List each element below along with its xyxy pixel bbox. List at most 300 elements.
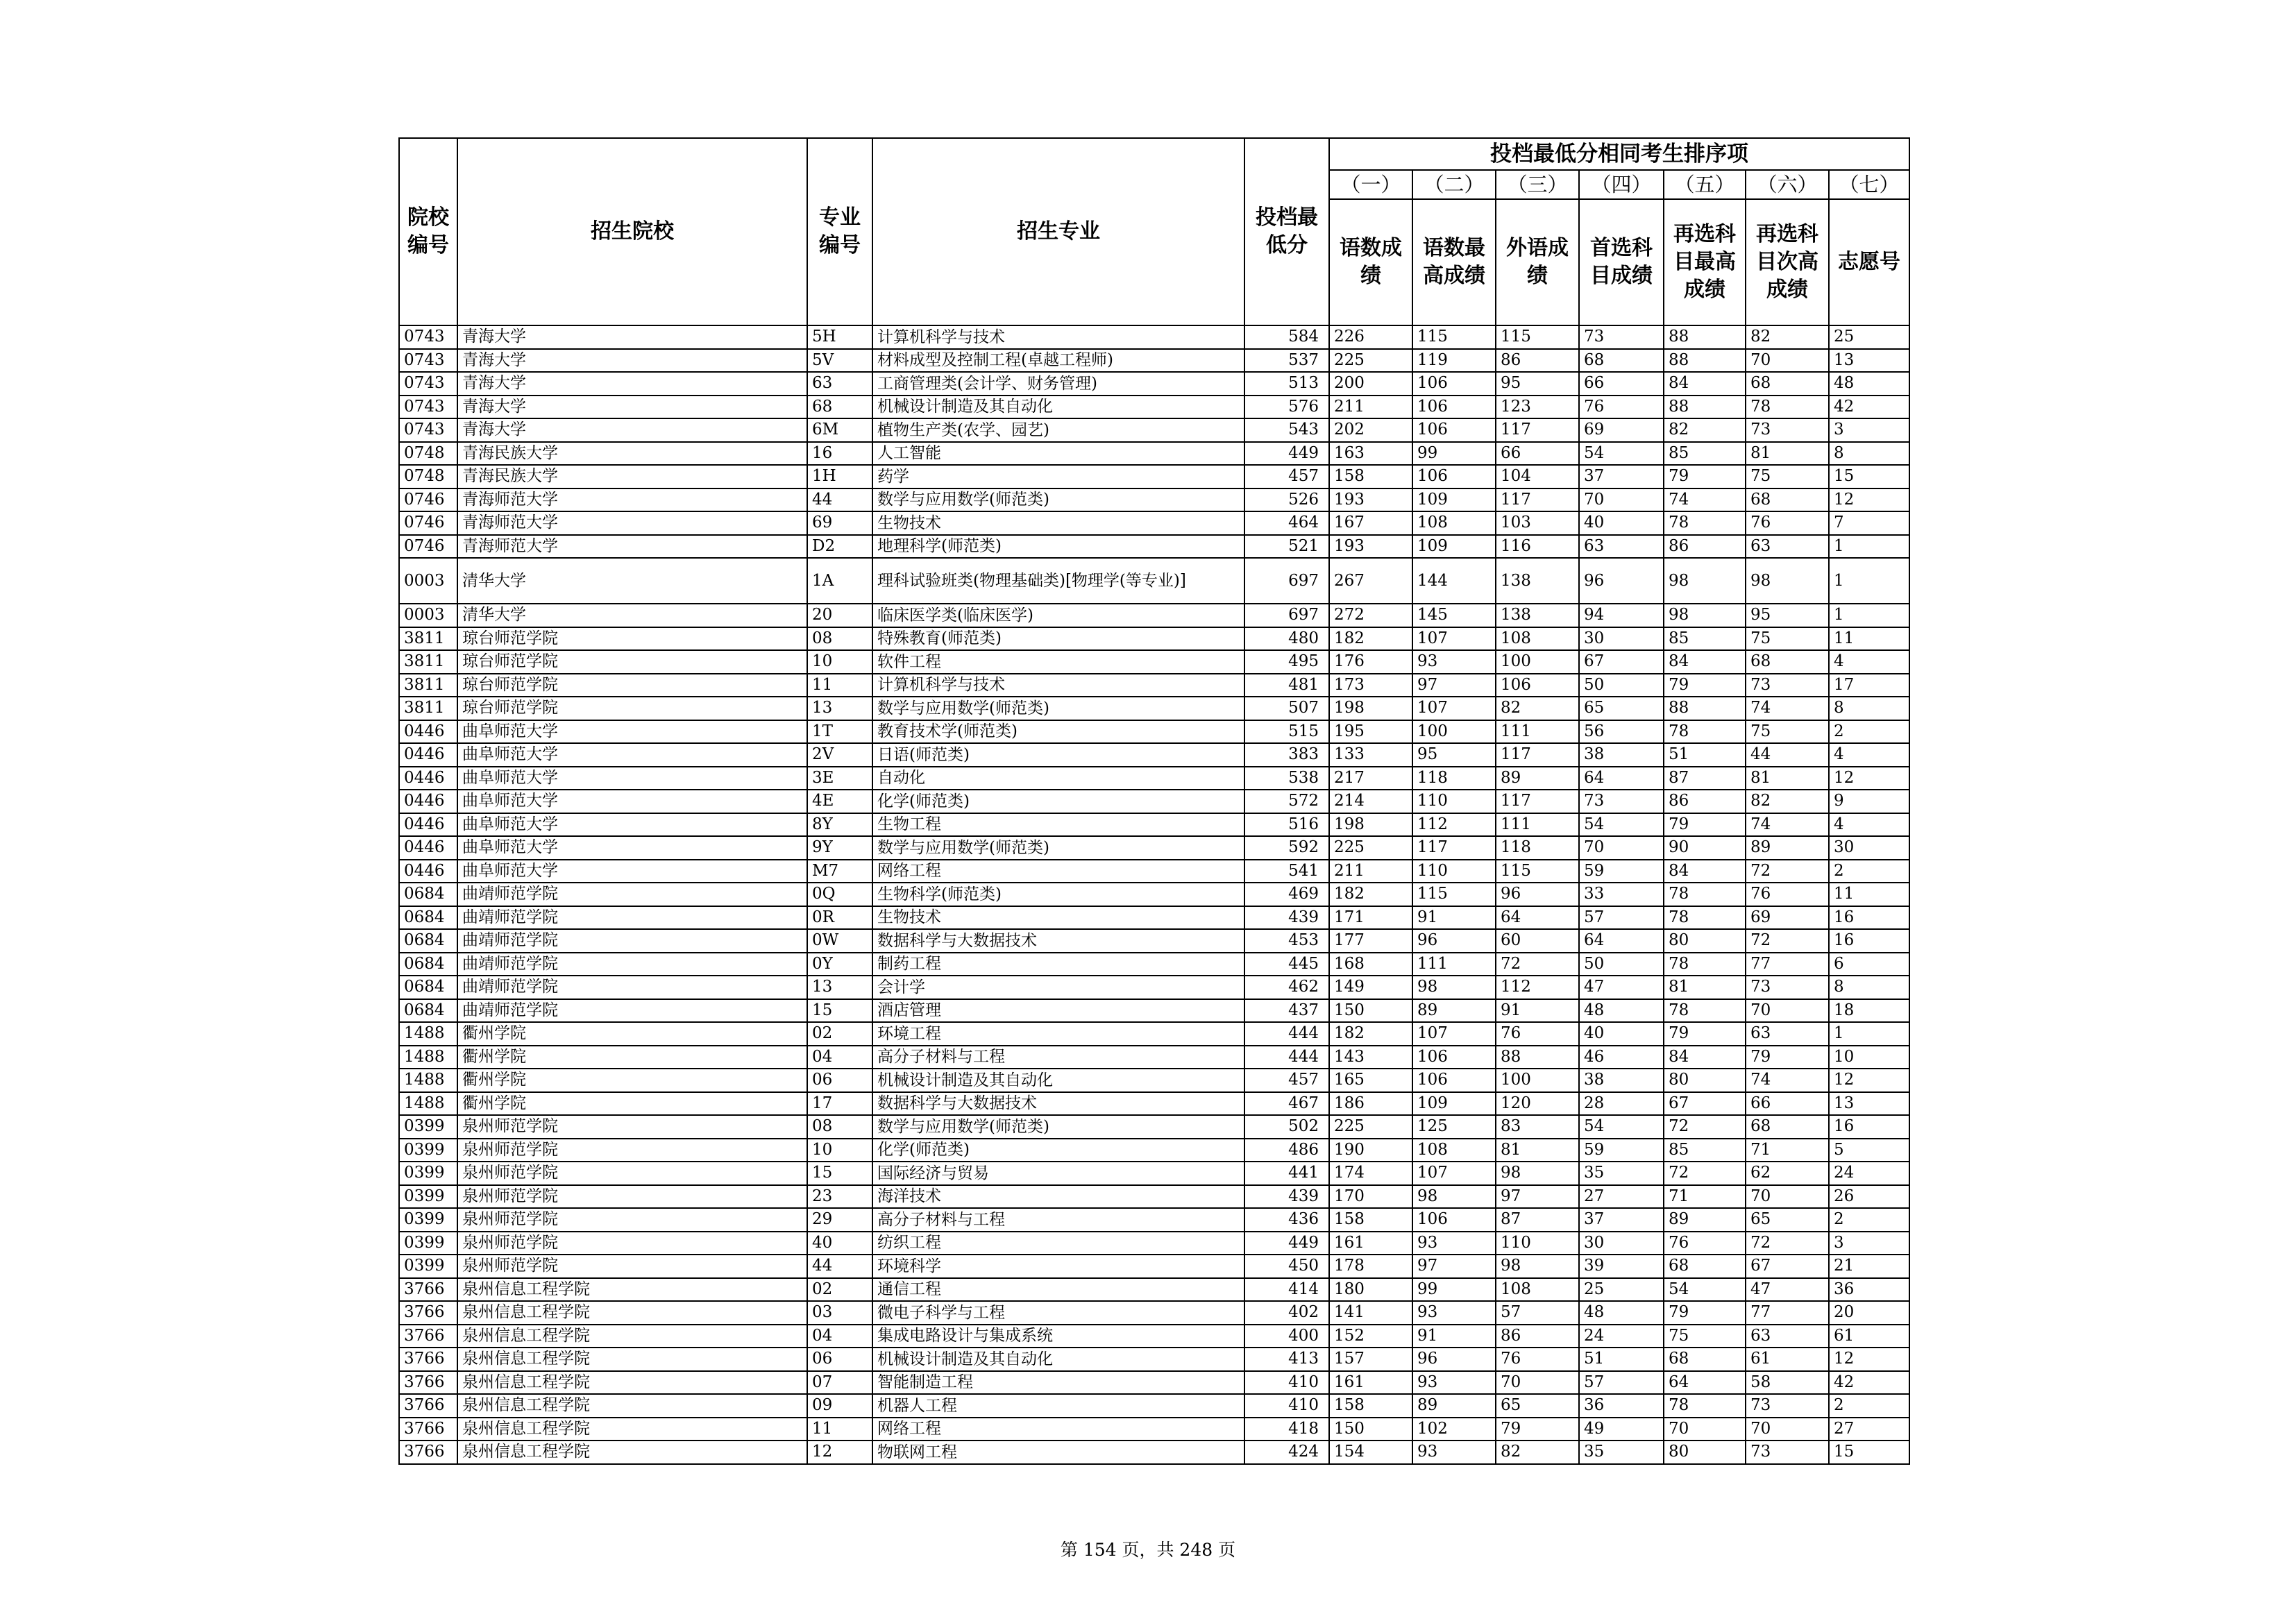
tiebreak-1-cell: 186 <box>1329 1092 1412 1116</box>
tiebreak-5-cell: 80 <box>1664 929 1746 953</box>
table-row <box>399 1232 1909 1255</box>
school-code-cell: 3766 <box>399 1301 457 1325</box>
tiebreak-1-cell: 141 <box>1329 1301 1412 1325</box>
school-code-cell: 0399 <box>399 1208 457 1232</box>
min-score-cell: 507 <box>1244 697 1329 720</box>
tiebreak-7-cell: 25 <box>1829 325 1909 349</box>
tiebreak-1-cell: 177 <box>1329 929 1412 953</box>
tiebreak-6-cell: 58 <box>1746 1371 1829 1395</box>
tiebreak-7-cell: 3 <box>1829 1232 1909 1255</box>
tiebreak-3-cell: 83 <box>1496 1115 1579 1139</box>
major-code-cell: 08 <box>807 1115 872 1139</box>
tiebreak-2-cell: 145 <box>1412 604 1496 627</box>
tiebreak-7-cell: 7 <box>1829 511 1909 535</box>
tiebreak-6-cell: 76 <box>1746 883 1829 906</box>
tiebreak-3-cell: 115 <box>1496 860 1579 883</box>
tiebreak-4-cell: 64 <box>1579 929 1664 953</box>
tiebreak-6-cell: 79 <box>1746 1046 1829 1069</box>
tiebreak-6-cell: 75 <box>1746 627 1829 651</box>
school-code-cell: 3811 <box>399 650 457 674</box>
tiebreak-3-cell: 64 <box>1496 906 1579 930</box>
major-name-cell: 生物技术 <box>872 511 1244 535</box>
tiebreak-1-cell: 157 <box>1329 1348 1412 1371</box>
tiebreak-3-cell: 110 <box>1496 1232 1579 1255</box>
tiebreak-7-cell: 12 <box>1829 488 1909 512</box>
major-code-cell: 02 <box>807 1022 872 1046</box>
tiebreak-2-cell: 98 <box>1412 976 1496 999</box>
table-row <box>399 976 1909 999</box>
header-tiebreak-item: 再选科目次高成绩 <box>1746 199 1829 325</box>
school-code-cell: 0399 <box>399 1139 457 1162</box>
tiebreak-4-cell: 65 <box>1579 697 1664 720</box>
tiebreak-5-cell: 81 <box>1664 976 1746 999</box>
major-name-cell: 植物生产类(农学、园艺) <box>872 418 1244 442</box>
tiebreak-2-cell: 107 <box>1412 627 1496 651</box>
tiebreak-3-cell: 117 <box>1496 418 1579 442</box>
tiebreak-6-cell: 68 <box>1746 488 1829 512</box>
table-header <box>399 138 1909 325</box>
tiebreak-3-cell: 72 <box>1496 953 1579 976</box>
tiebreak-5-cell: 75 <box>1664 1325 1746 1348</box>
tiebreak-4-cell: 63 <box>1579 535 1664 559</box>
tiebreak-7-cell: 10 <box>1829 1046 1909 1069</box>
header-min-score: 投档最低分 <box>1244 138 1329 325</box>
tiebreak-6-cell: 61 <box>1746 1348 1829 1371</box>
tiebreak-2-cell: 108 <box>1412 511 1496 535</box>
major-code-cell: 11 <box>807 674 872 697</box>
tiebreak-1-cell: 174 <box>1329 1162 1412 1185</box>
school-name-cell: 青海师范大学 <box>457 511 807 535</box>
tiebreak-1-cell: 225 <box>1329 1115 1412 1139</box>
major-code-cell: 6M <box>807 418 872 442</box>
tiebreak-2-cell: 107 <box>1412 697 1496 720</box>
school-name-cell: 曲阜师范大学 <box>457 720 807 744</box>
min-score-cell: 538 <box>1244 767 1329 790</box>
tiebreak-6-cell: 75 <box>1746 465 1829 488</box>
school-code-cell: 3811 <box>399 674 457 697</box>
table-row <box>399 396 1909 419</box>
major-name-cell: 化学(师范类) <box>872 1139 1244 1162</box>
min-score-cell: 439 <box>1244 906 1329 930</box>
tiebreak-4-cell: 59 <box>1579 860 1664 883</box>
tiebreak-2-cell: 112 <box>1412 813 1496 837</box>
tiebreak-1-cell: 173 <box>1329 674 1412 697</box>
tiebreak-5-cell: 86 <box>1664 535 1746 559</box>
school-name-cell: 曲阜师范大学 <box>457 767 807 790</box>
school-code-cell: 3766 <box>399 1441 457 1464</box>
table-row <box>399 813 1909 837</box>
table-row <box>399 1441 1909 1464</box>
tiebreak-1-cell: 272 <box>1329 604 1412 627</box>
tiebreak-3-cell: 76 <box>1496 1022 1579 1046</box>
tiebreak-3-cell: 118 <box>1496 836 1579 860</box>
tiebreak-7-cell: 1 <box>1829 604 1909 627</box>
tiebreak-6-cell: 73 <box>1746 418 1829 442</box>
major-name-cell: 计算机科学与技术 <box>872 325 1244 349</box>
school-name-cell: 曲阜师范大学 <box>457 813 807 837</box>
major-code-cell: 5H <box>807 325 872 349</box>
tiebreak-6-cell: 81 <box>1746 442 1829 466</box>
major-code-cell: 23 <box>807 1185 872 1209</box>
major-name-cell: 数学与应用数学(师范类) <box>872 697 1244 720</box>
header-tiebreak-num: （六） <box>1746 170 1829 199</box>
tiebreak-4-cell: 96 <box>1579 558 1664 604</box>
tiebreak-5-cell: 85 <box>1664 442 1746 466</box>
tiebreak-1-cell: 226 <box>1329 325 1412 349</box>
major-code-cell: 03 <box>807 1301 872 1325</box>
tiebreak-6-cell: 73 <box>1746 976 1829 999</box>
tiebreak-4-cell: 70 <box>1579 836 1664 860</box>
school-code-cell: 0003 <box>399 604 457 627</box>
school-code-cell: 3766 <box>399 1394 457 1418</box>
school-code-cell: 0748 <box>399 442 457 466</box>
major-name-cell: 数学与应用数学(师范类) <box>872 1115 1244 1139</box>
tiebreak-5-cell: 67 <box>1664 1092 1746 1116</box>
min-score-cell: 543 <box>1244 418 1329 442</box>
school-code-cell: 0743 <box>399 418 457 442</box>
major-code-cell: 13 <box>807 697 872 720</box>
header-tiebreak-num: （三） <box>1496 170 1579 199</box>
school-name-cell: 泉州师范学院 <box>457 1208 807 1232</box>
table-row <box>399 906 1909 930</box>
tiebreak-2-cell: 111 <box>1412 953 1496 976</box>
tiebreak-7-cell: 26 <box>1829 1185 1909 1209</box>
school-code-cell: 0446 <box>399 743 457 767</box>
tiebreak-5-cell: 68 <box>1664 1255 1746 1278</box>
tiebreak-6-cell: 44 <box>1746 743 1829 767</box>
tiebreak-1-cell: 161 <box>1329 1371 1412 1395</box>
major-code-cell: 11 <box>807 1418 872 1441</box>
tiebreak-4-cell: 70 <box>1579 488 1664 512</box>
major-name-cell: 临床医学类(临床医学) <box>872 604 1244 627</box>
tiebreak-7-cell: 48 <box>1829 372 1909 396</box>
major-name-cell: 纺织工程 <box>872 1232 1244 1255</box>
tiebreak-2-cell: 99 <box>1412 442 1496 466</box>
major-name-cell: 化学(师范类) <box>872 790 1244 813</box>
tiebreak-6-cell: 70 <box>1746 999 1829 1023</box>
tiebreak-4-cell: 54 <box>1579 442 1664 466</box>
major-name-cell: 环境工程 <box>872 1022 1244 1046</box>
major-code-cell: 1T <box>807 720 872 744</box>
table-row <box>399 349 1909 373</box>
tiebreak-1-cell: 143 <box>1329 1046 1412 1069</box>
tiebreak-5-cell: 78 <box>1664 1394 1746 1418</box>
major-code-cell: D2 <box>807 535 872 559</box>
major-code-cell: 1H <box>807 465 872 488</box>
major-code-cell: 2V <box>807 743 872 767</box>
tiebreak-4-cell: 57 <box>1579 1371 1664 1395</box>
tiebreak-4-cell: 66 <box>1579 372 1664 396</box>
min-score-cell: 592 <box>1244 836 1329 860</box>
tiebreak-4-cell: 39 <box>1579 1255 1664 1278</box>
tiebreak-2-cell: 106 <box>1412 1208 1496 1232</box>
tiebreak-7-cell: 12 <box>1829 767 1909 790</box>
table-row <box>399 1139 1909 1162</box>
tiebreak-1-cell: 149 <box>1329 976 1412 999</box>
school-code-cell: 0446 <box>399 720 457 744</box>
tiebreak-5-cell: 80 <box>1664 1069 1746 1092</box>
major-name-cell: 生物技术 <box>872 906 1244 930</box>
major-name-cell: 工商管理类(会计学、财务管理) <box>872 372 1244 396</box>
min-score-cell: 418 <box>1244 1418 1329 1441</box>
min-score-cell: 521 <box>1244 535 1329 559</box>
tiebreak-1-cell: 170 <box>1329 1185 1412 1209</box>
major-name-cell: 制药工程 <box>872 953 1244 976</box>
tiebreak-1-cell: 214 <box>1329 790 1412 813</box>
tiebreak-5-cell: 84 <box>1664 1046 1746 1069</box>
school-code-cell: 0446 <box>399 813 457 837</box>
min-score-cell: 441 <box>1244 1162 1329 1185</box>
tiebreak-3-cell: 117 <box>1496 488 1579 512</box>
min-score-cell: 383 <box>1244 743 1329 767</box>
tiebreak-7-cell: 4 <box>1829 650 1909 674</box>
school-name-cell: 泉州信息工程学院 <box>457 1301 807 1325</box>
tiebreak-5-cell: 51 <box>1664 743 1746 767</box>
tiebreak-1-cell: 167 <box>1329 511 1412 535</box>
tiebreak-6-cell: 98 <box>1746 558 1829 604</box>
tiebreak-4-cell: 38 <box>1579 1069 1664 1092</box>
major-code-cell: 06 <box>807 1348 872 1371</box>
tiebreak-4-cell: 40 <box>1579 511 1664 535</box>
tiebreak-6-cell: 63 <box>1746 1022 1829 1046</box>
major-name-cell: 软件工程 <box>872 650 1244 674</box>
major-code-cell: 17 <box>807 1092 872 1116</box>
tiebreak-7-cell: 1 <box>1829 558 1909 604</box>
tiebreak-3-cell: 76 <box>1496 1348 1579 1371</box>
tiebreak-6-cell: 68 <box>1746 650 1829 674</box>
tiebreak-5-cell: 79 <box>1664 1301 1746 1325</box>
major-code-cell: 0R <box>807 906 872 930</box>
school-name-cell: 曲靖师范学院 <box>457 883 807 906</box>
school-name-cell: 泉州师范学院 <box>457 1185 807 1209</box>
tiebreak-3-cell: 106 <box>1496 674 1579 697</box>
header-tiebreak-item: 志愿号 <box>1829 199 1909 325</box>
tiebreak-1-cell: 133 <box>1329 743 1412 767</box>
tiebreak-3-cell: 116 <box>1496 535 1579 559</box>
tiebreak-5-cell: 78 <box>1664 906 1746 930</box>
major-code-cell: 20 <box>807 604 872 627</box>
tiebreak-1-cell: 198 <box>1329 697 1412 720</box>
tiebreak-7-cell: 16 <box>1829 929 1909 953</box>
tiebreak-6-cell: 68 <box>1746 1115 1829 1139</box>
tiebreak-2-cell: 110 <box>1412 860 1496 883</box>
tiebreak-1-cell: 217 <box>1329 767 1412 790</box>
tiebreak-4-cell: 33 <box>1579 883 1664 906</box>
min-score-cell: 467 <box>1244 1092 1329 1116</box>
table-row <box>399 1162 1909 1185</box>
major-code-cell: 29 <box>807 1208 872 1232</box>
min-score-cell: 502 <box>1244 1115 1329 1139</box>
tiebreak-6-cell: 74 <box>1746 1069 1829 1092</box>
table-row <box>399 604 1909 627</box>
table-row <box>399 1348 1909 1371</box>
tiebreak-7-cell: 36 <box>1829 1278 1909 1302</box>
tiebreak-1-cell: 200 <box>1329 372 1412 396</box>
tiebreak-1-cell: 202 <box>1329 418 1412 442</box>
table-row <box>399 929 1909 953</box>
school-name-cell: 曲靖师范学院 <box>457 999 807 1023</box>
major-code-cell: 04 <box>807 1046 872 1069</box>
tiebreak-7-cell: 6 <box>1829 953 1909 976</box>
tiebreak-4-cell: 25 <box>1579 1278 1664 1302</box>
tiebreak-5-cell: 78 <box>1664 883 1746 906</box>
school-name-cell: 衢州学院 <box>457 1022 807 1046</box>
school-code-cell: 0446 <box>399 790 457 813</box>
min-score-cell: 436 <box>1244 1208 1329 1232</box>
header-tiebreak-num: （二） <box>1412 170 1496 199</box>
tiebreak-4-cell: 37 <box>1579 1208 1664 1232</box>
tiebreak-1-cell: 158 <box>1329 1394 1412 1418</box>
major-code-cell: 10 <box>807 650 872 674</box>
school-name-cell: 清华大学 <box>457 604 807 627</box>
tiebreak-4-cell: 36 <box>1579 1394 1664 1418</box>
tiebreak-6-cell: 70 <box>1746 349 1829 373</box>
school-code-cell: 0003 <box>399 558 457 604</box>
tiebreak-4-cell: 35 <box>1579 1441 1664 1464</box>
table-row <box>399 1069 1909 1092</box>
school-code-cell: 1488 <box>399 1022 457 1046</box>
tiebreak-7-cell: 11 <box>1829 627 1909 651</box>
tiebreak-3-cell: 111 <box>1496 813 1579 837</box>
tiebreak-6-cell: 65 <box>1746 1208 1829 1232</box>
min-score-cell: 457 <box>1244 465 1329 488</box>
tiebreak-5-cell: 85 <box>1664 1139 1746 1162</box>
table-row <box>399 442 1909 466</box>
table-row <box>399 650 1909 674</box>
min-score-cell: 462 <box>1244 976 1329 999</box>
major-name-cell: 酒店管理 <box>872 999 1244 1023</box>
tiebreak-1-cell: 163 <box>1329 442 1412 466</box>
tiebreak-3-cell: 79 <box>1496 1418 1579 1441</box>
header-school-name: 招生院校 <box>457 138 807 325</box>
tiebreak-6-cell: 81 <box>1746 767 1829 790</box>
tiebreak-6-cell: 77 <box>1746 953 1829 976</box>
school-name-cell: 青海大学 <box>457 396 807 419</box>
school-name-cell: 曲靖师范学院 <box>457 953 807 976</box>
major-name-cell: 国际经济与贸易 <box>872 1162 1244 1185</box>
tiebreak-6-cell: 78 <box>1746 396 1829 419</box>
min-score-cell: 414 <box>1244 1278 1329 1302</box>
table-row <box>399 325 1909 349</box>
tiebreak-1-cell: 150 <box>1329 999 1412 1023</box>
tiebreak-2-cell: 93 <box>1412 1371 1496 1395</box>
tiebreak-5-cell: 88 <box>1664 697 1746 720</box>
tiebreak-1-cell: 198 <box>1329 813 1412 837</box>
table-row <box>399 790 1909 813</box>
tiebreak-3-cell: 103 <box>1496 511 1579 535</box>
tiebreak-4-cell: 54 <box>1579 813 1664 837</box>
tiebreak-5-cell: 74 <box>1664 488 1746 512</box>
tiebreak-6-cell: 67 <box>1746 1255 1829 1278</box>
tiebreak-1-cell: 168 <box>1329 953 1412 976</box>
school-code-cell: 3766 <box>399 1371 457 1395</box>
table-row <box>399 1046 1909 1069</box>
major-code-cell: 06 <box>807 1069 872 1092</box>
tiebreak-1-cell: 193 <box>1329 535 1412 559</box>
tiebreak-3-cell: 112 <box>1496 976 1579 999</box>
school-name-cell: 泉州师范学院 <box>457 1115 807 1139</box>
min-score-cell: 469 <box>1244 883 1329 906</box>
major-name-cell: 日语(师范类) <box>872 743 1244 767</box>
tiebreak-5-cell: 54 <box>1664 1278 1746 1302</box>
tiebreak-2-cell: 89 <box>1412 1394 1496 1418</box>
school-code-cell: 1488 <box>399 1069 457 1092</box>
tiebreak-5-cell: 71 <box>1664 1185 1746 1209</box>
major-name-cell: 数据科学与大数据技术 <box>872 929 1244 953</box>
school-code-cell: 0399 <box>399 1255 457 1278</box>
major-code-cell: 09 <box>807 1394 872 1418</box>
major-name-cell: 机械设计制造及其自动化 <box>872 396 1244 419</box>
major-name-cell: 药学 <box>872 465 1244 488</box>
table-body <box>399 325 1909 1464</box>
school-name-cell: 青海师范大学 <box>457 488 807 512</box>
school-name-cell: 泉州信息工程学院 <box>457 1371 807 1395</box>
tiebreak-4-cell: 94 <box>1579 604 1664 627</box>
major-name-cell: 计算机科学与技术 <box>872 674 1244 697</box>
page-number: 第 154 页，共 248 页 <box>1060 1540 1236 1560</box>
tiebreak-5-cell: 98 <box>1664 604 1746 627</box>
min-score-cell: 444 <box>1244 1046 1329 1069</box>
tiebreak-7-cell: 2 <box>1829 1394 1909 1418</box>
tiebreak-4-cell: 69 <box>1579 418 1664 442</box>
major-name-cell: 理科试验班类(物理基础类)[物理学(等专业)] <box>872 558 1244 604</box>
major-name-cell: 微电子科学与工程 <box>872 1301 1244 1325</box>
min-score-cell: 572 <box>1244 790 1329 813</box>
min-score-cell: 697 <box>1244 558 1329 604</box>
tiebreak-2-cell: 144 <box>1412 558 1496 604</box>
school-code-cell: 0684 <box>399 883 457 906</box>
tiebreak-6-cell: 47 <box>1746 1278 1829 1302</box>
major-code-cell: 13 <box>807 976 872 999</box>
tiebreak-6-cell: 82 <box>1746 790 1829 813</box>
min-score-cell: 480 <box>1244 627 1329 651</box>
min-score-cell: 526 <box>1244 488 1329 512</box>
major-code-cell: 15 <box>807 999 872 1023</box>
school-code-cell: 0684 <box>399 953 457 976</box>
school-code-cell: 0446 <box>399 767 457 790</box>
major-code-cell: 8Y <box>807 813 872 837</box>
tiebreak-5-cell: 98 <box>1664 558 1746 604</box>
tiebreak-3-cell: 66 <box>1496 442 1579 466</box>
tiebreak-7-cell: 17 <box>1829 674 1909 697</box>
header-tiebreak-item: 外语成绩 <box>1496 199 1579 325</box>
major-code-cell: 16 <box>807 442 872 466</box>
tiebreak-2-cell: 110 <box>1412 790 1496 813</box>
school-code-cell: 0446 <box>399 860 457 883</box>
tiebreak-4-cell: 73 <box>1579 790 1664 813</box>
major-name-cell: 高分子材料与工程 <box>872 1046 1244 1069</box>
tiebreak-3-cell: 82 <box>1496 1441 1579 1464</box>
tiebreak-7-cell: 12 <box>1829 1348 1909 1371</box>
tiebreak-6-cell: 68 <box>1746 372 1829 396</box>
header-tiebreak-num: （一） <box>1329 170 1412 199</box>
tiebreak-4-cell: 48 <box>1579 999 1664 1023</box>
school-code-cell: 0746 <box>399 535 457 559</box>
min-score-cell: 453 <box>1244 929 1329 953</box>
school-code-cell: 1488 <box>399 1046 457 1069</box>
school-name-cell: 曲阜师范大学 <box>457 836 807 860</box>
tiebreak-7-cell: 2 <box>1829 1208 1909 1232</box>
tiebreak-4-cell: 50 <box>1579 674 1664 697</box>
header-school-code: 院校编号 <box>399 138 457 325</box>
tiebreak-1-cell: 154 <box>1329 1441 1412 1464</box>
major-name-cell: 机器人工程 <box>872 1394 1244 1418</box>
tiebreak-2-cell: 95 <box>1412 743 1496 767</box>
tiebreak-4-cell: 57 <box>1579 906 1664 930</box>
major-code-cell: 02 <box>807 1278 872 1302</box>
tiebreak-3-cell: 57 <box>1496 1301 1579 1325</box>
tiebreak-3-cell: 117 <box>1496 743 1579 767</box>
